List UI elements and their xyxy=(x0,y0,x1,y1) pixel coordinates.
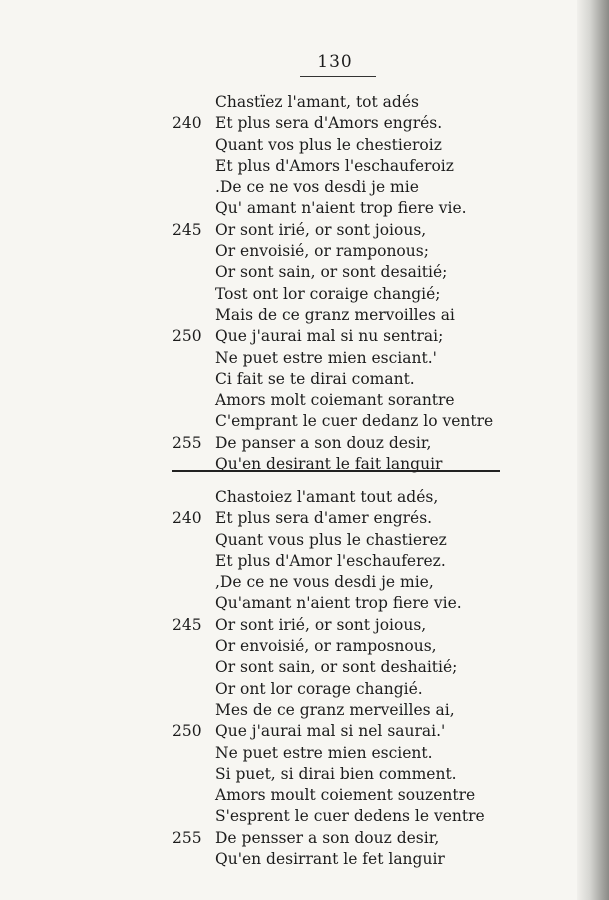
verse-text: Or sont sain, or sont deshaitié; xyxy=(215,658,458,677)
verse-line xyxy=(0,454,560,475)
verse-text: Or sont sain, or sont desaitié; xyxy=(215,263,448,282)
verse-line xyxy=(0,572,560,593)
verse-line xyxy=(0,764,560,785)
verse-text: C'emprant le cuer dedanz lo ventre xyxy=(215,412,494,431)
verse-text: Ci fait se te dirai comant. xyxy=(215,369,415,388)
verse-text: Qu' amant n'aient trop fiere vie. xyxy=(215,199,467,218)
verse-text: Mes de ce granz merveilles ai, xyxy=(215,700,455,719)
verse-text: Mais de ce granz mervoilles ai xyxy=(215,305,455,324)
verse-text: Ne puet estre mien escient. xyxy=(215,743,433,762)
verse-text: Et plus sera d'amer engrés. xyxy=(215,509,433,528)
verse-text: Chastoiez l'amant tout adés, xyxy=(215,488,439,506)
verse-text: S'esprent le cuer dedens le ventre xyxy=(215,807,485,826)
verse-line xyxy=(0,615,560,636)
verse-line xyxy=(0,743,560,764)
page-number: 130 xyxy=(317,52,353,72)
verse-number: 250 xyxy=(172,327,202,346)
section-divider xyxy=(172,470,500,472)
verse-text: Or envoisié, or ramposnous, xyxy=(215,637,437,656)
verse-line xyxy=(0,369,560,390)
verse-text: Or sont irié, or sont joious, xyxy=(215,220,427,239)
verse-line xyxy=(0,657,560,678)
verse-text: Qu'en desirrant le fet languir xyxy=(215,850,445,869)
verse-text: Quant vous plus le chastierez xyxy=(215,530,447,549)
verse-text: .De ce ne vos desdi je mie xyxy=(215,178,419,197)
verse-number: 245 xyxy=(172,220,202,239)
verse-line xyxy=(0,156,560,177)
verse-line xyxy=(0,220,560,241)
verse-number: 245 xyxy=(172,615,202,634)
page-number-rule xyxy=(300,76,376,77)
verse-line xyxy=(0,721,560,742)
verse-line xyxy=(0,305,560,326)
verse-line xyxy=(0,284,560,305)
verse-text: Amors moult coiement souzentre xyxy=(215,786,476,805)
verse-text: Et plus d'Amors l'eschauferoiz xyxy=(215,156,454,175)
verse-text: Qu'amant n'aient trop fiere vie. xyxy=(215,594,462,613)
verse-line xyxy=(0,411,560,432)
verse-line xyxy=(0,508,560,529)
verse-text: Et plus d'Amor l'eschauferez. xyxy=(215,551,446,570)
verse-line xyxy=(0,262,560,283)
verse-text: Or sont irié, or sont joious, xyxy=(215,615,427,634)
verse-line xyxy=(0,241,560,262)
verse-line xyxy=(0,433,560,454)
verse-text: Qu'en desirant le fait languir xyxy=(215,455,443,474)
verse-line xyxy=(0,390,560,411)
verse-line xyxy=(0,487,560,508)
verse-text: Quant vos plus le chestieroiz xyxy=(215,135,442,154)
verse-text: Ne puet estre mien esciant.' xyxy=(215,348,437,367)
verse-line xyxy=(0,551,560,572)
book-binding-shadow xyxy=(577,0,609,900)
verse-number: 240 xyxy=(172,509,202,528)
verse-line xyxy=(0,92,560,113)
verse-line xyxy=(0,679,560,700)
verse-text: Amors molt coiemant sorantre xyxy=(215,391,455,410)
verse-line xyxy=(0,348,560,369)
verse-text: Si puet, si dirai bien comment. xyxy=(215,764,457,783)
verse-line xyxy=(0,849,560,870)
verse-line xyxy=(0,326,560,347)
verse-line xyxy=(0,530,560,551)
verse-line xyxy=(0,177,560,198)
verse-text: De panser a son douz desir, xyxy=(215,433,432,452)
verse-text: De pensser a son douz desir, xyxy=(215,828,440,847)
verse-line xyxy=(0,785,560,806)
verse-line xyxy=(0,700,560,721)
verse-text: Chastïez l'amant, tot adés xyxy=(215,93,419,111)
verse-text: Que j'aurai mal si nu sentrai; xyxy=(215,327,444,346)
verse-number: 255 xyxy=(172,433,202,452)
verse-line xyxy=(0,806,560,827)
verse-number: 255 xyxy=(172,828,202,847)
verse-number: 240 xyxy=(172,114,202,133)
verse-text: Et plus sera d'Amors engrés. xyxy=(215,114,443,133)
verse-text: Que j'aurai mal si nel saurai.' xyxy=(215,722,446,741)
stanza-version-b xyxy=(0,487,560,870)
verse-text: Or envoisié, or ramponous; xyxy=(215,242,429,261)
verse-text: ,De ce ne vous desdi je mie, xyxy=(215,573,434,592)
verse-number: 250 xyxy=(172,722,202,741)
verse-line xyxy=(0,593,560,614)
verse-line xyxy=(0,828,560,849)
stanza-version-a xyxy=(0,92,560,475)
verse-line xyxy=(0,636,560,657)
verse-text: Tost ont lor coraige changié; xyxy=(215,284,441,303)
verse-text: Or ont lor corage changié. xyxy=(215,679,423,698)
verse-line xyxy=(0,113,560,134)
verse-line xyxy=(0,198,560,219)
verse-line xyxy=(0,135,560,156)
